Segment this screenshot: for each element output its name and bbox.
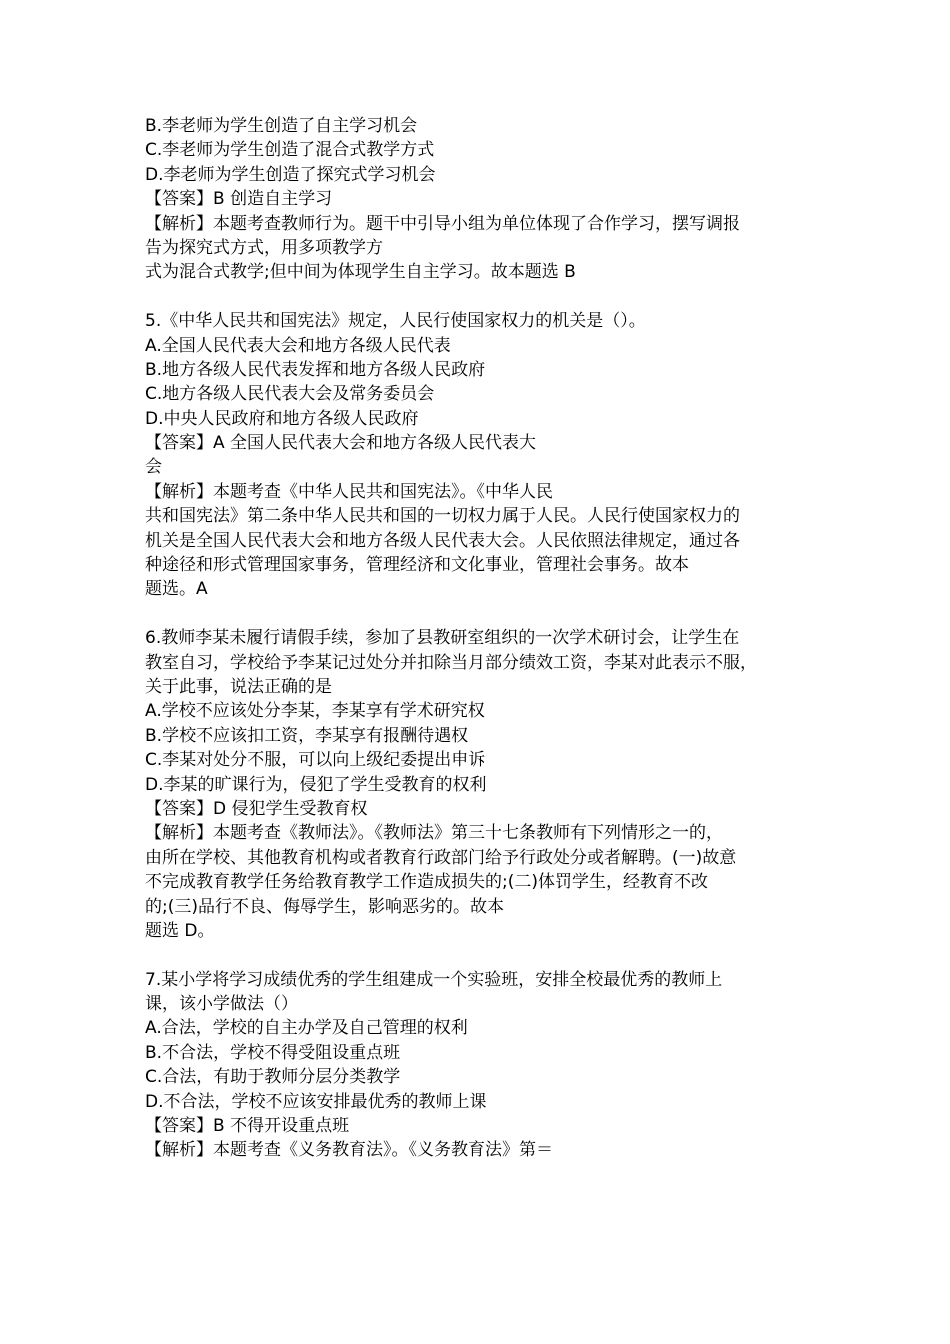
question-stem: 关于此事，说法正确的是 — [145, 676, 332, 697]
analysis-line: 【解析】本题考查《中华人民共和国宪法》。《中华人民 — [145, 481, 553, 502]
analysis-line: 共和国宪法》第二条中华人民共和国的一切权力属于人民。人民行使国家权力的 — [145, 506, 740, 527]
analysis-line: 【解析】本题考查《义务教育法》。《义务教育法》第＝ — [145, 1140, 553, 1161]
question-stem: 7.某小学将学习成绩优秀的学生组建成一个实验班，安排全校最优秀的教师上 — [145, 969, 723, 990]
option-d: D.不合法，学校不应该安排最优秀的教师上课 — [145, 1091, 487, 1112]
option-d: D.李老师为学生创造了探究式学习机会 — [145, 164, 436, 185]
question-5 — [145, 309, 810, 602]
option-d: D.李某的旷课行为，侵犯了学生受教育的权利 — [145, 774, 487, 795]
option-b: B.不合法，学校不得受阻设重点班 — [145, 1042, 401, 1063]
paragraph-gap — [145, 285, 810, 309]
analysis-line: 不完成教育教学任务给教育教学工作造成损失的;(二)体罚学生，经教育不改 — [145, 872, 708, 893]
option-c: C.合法，有助于教师分层分类教学 — [145, 1067, 401, 1088]
paragraph-gap — [145, 602, 810, 626]
option-a: A.全国人民代表大会和地方各级人民代表 — [145, 335, 451, 356]
question-4-tail — [145, 114, 810, 285]
question-stem: 6.教师李某未履行请假手续，参加了县教研室组织的一次学术研讨会，让学生在 — [145, 628, 740, 649]
analysis-line: 【解析】本题考查《教师法》。《教师法》第三十七条教师有下列情形之一的， — [145, 823, 723, 844]
option-d: D.中央人民政府和地方各级人民政府 — [145, 408, 419, 429]
analysis-line: 的;(三)品行不良、侮辱学生，影响恶劣的。故本 — [145, 896, 504, 917]
question-7 — [145, 968, 810, 1163]
analysis-line: 由所在学校、其他教育机构或者教育行政部门给予行政处分或者解聘。(一)故意 — [145, 847, 737, 868]
question-6 — [145, 626, 810, 943]
analysis-line: 告为探究式方式，用多项教学方 — [145, 237, 383, 258]
option-b: B.学校不应该扣工资，李某享有报酬待遇权 — [145, 725, 469, 746]
page-content — [145, 114, 810, 1163]
option-c: C.李老师为学生创造了混合式教学方式 — [145, 140, 435, 161]
answer-line: 【答案】D 侵犯学生受教育权 — [145, 798, 368, 819]
question-stem: 课，该小学做法（） — [145, 994, 298, 1015]
option-b: B.地方各级人民代表发挥和地方各级人民政府 — [145, 359, 486, 380]
answer-line: 【答案】A 全国人民代表大会和地方各级人民代表大 — [145, 433, 537, 454]
analysis-line: 式为混合式教学;但中间为体现学生自主学习。故本题选 B — [145, 262, 576, 283]
option-b: B.李老师为学生创造了自主学习机会 — [145, 116, 418, 136]
option-c: C.地方各级人民代表大会及常务委员会 — [145, 384, 435, 405]
answer-line: 【答案】B 不得开设重点班 — [145, 1116, 350, 1137]
question-stem: 教室自习，学校给予李某记过处分并扣除当月部分绩效工资，李某对此表示不服， — [145, 652, 757, 673]
analysis-line: 种途径和形式管理国家事务，管理经济和文化事业，管理社会事务。故本 — [145, 555, 689, 576]
analysis-line: 题选 D。 — [145, 920, 215, 941]
answer-line: 会 — [145, 457, 162, 478]
analysis-line: 机关是全国人民代表大会和地方各级人民代表大会。人民依照法律规定，通过各 — [145, 530, 740, 551]
option-c: C.李某对处分不服，可以向上级纪委提出申诉 — [145, 750, 486, 771]
answer-line: 【答案】B 创造自主学习 — [145, 189, 333, 210]
option-a: A.学校不应该处分李某，李某享有学术研究权 — [145, 701, 485, 722]
paragraph-gap — [145, 943, 810, 967]
analysis-line: 题选。A — [145, 579, 208, 600]
analysis-line: 【解析】本题考查教师行为。题干中引导小组为单位体现了合作学习，摆写调报 — [145, 213, 740, 234]
question-stem: 5.《中华人民共和国宪法》规定，人民行使国家权力的机关是（）。 — [145, 311, 646, 332]
option-a: A.合法，学校的自主办学及自己管理的权利 — [145, 1018, 468, 1039]
